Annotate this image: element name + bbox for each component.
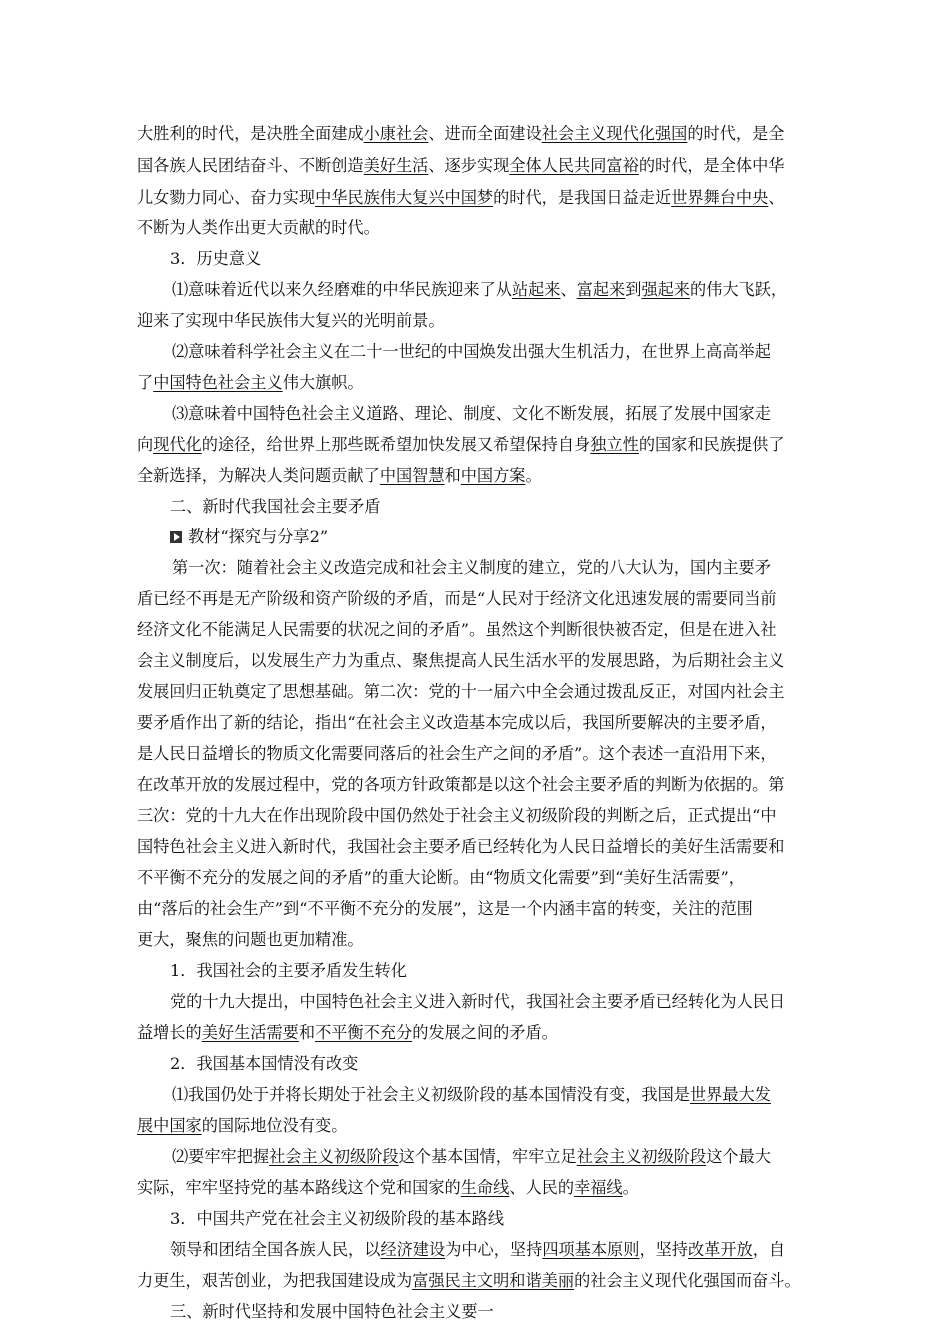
text-segment: 会主义制度后，以发展生产力为重点、聚焦提高人民生活水平的发展思路，为后期社会主义 — [137, 651, 785, 670]
text-line — [137, 124, 837, 144]
text-segment: 要矛盾作出了新的结论，指出“在社会主义改造基本完成以后，我国所要解决的主要矛盾， — [137, 713, 777, 732]
underlined-key-term: 富强民主文明和谐美丽 — [412, 1271, 575, 1290]
text-segment: 的伟大飞跃， — [690, 280, 788, 299]
underlined-key-term: 不平衡不充分 — [315, 1023, 413, 1042]
text-segment: 的发展之间的矛盾。 — [412, 1023, 558, 1042]
text-segment: 到 — [625, 280, 642, 299]
text-line — [137, 837, 837, 857]
text-segment: 不断为人类作出更大贡献的时代。 — [137, 218, 380, 237]
underlined-key-term: 幸福线 — [574, 1178, 623, 1197]
underlined-key-term: 社会主义现代化强国 — [541, 124, 688, 143]
text-segment: 的社会主义现代化强国而奋斗。 — [574, 1271, 801, 1290]
text-segment: ，自 — [752, 1240, 786, 1259]
text-segment: 的国家和民族提供了 — [638, 435, 785, 454]
play-box-icon — [170, 531, 182, 543]
subheading — [170, 249, 870, 269]
underlined-key-term: 美好生活 — [363, 156, 429, 175]
section-heading — [170, 497, 870, 517]
text-segment: 二、新时代我国社会主要矛盾 — [170, 497, 381, 516]
subheading — [170, 1054, 870, 1074]
text-segment: ⑵意味着科学社会主义在二十一世纪的中国焕发出强大生机活力，在世界上高高举起 — [172, 342, 771, 361]
text-segment: 3．历史意义 — [170, 249, 262, 268]
text-line — [137, 1116, 837, 1136]
text-line — [137, 713, 837, 733]
text-segment: 国各族人民团结奋斗、不断创造 — [137, 156, 364, 175]
text-line — [137, 589, 837, 609]
text-line — [137, 930, 837, 950]
underlined-key-term: 展中国家 — [137, 1116, 202, 1135]
section-heading — [170, 1302, 870, 1322]
text-segment: 盾已经不再是无产阶级和资产阶级的矛盾，而是“人民对于经济文化迅速发展的需要同当前 — [137, 589, 777, 608]
text-segment: 三次：党的十九大在作出现阶段中国仍然处于社会主义初级阶段的判断之后，正式提出“中 — [137, 806, 777, 825]
text-segment: 的途径，给世界上那些既希望加快发展又希望保持自身 — [201, 435, 591, 454]
text-segment: 全新选择，为解决人类问题贡献了 — [137, 466, 380, 485]
underlined-key-term: 站起来 — [511, 280, 561, 299]
underlined-key-term: 强起来 — [641, 280, 690, 299]
text-segment: 迎来了实现中华民族伟大复兴的光明前景。 — [137, 311, 445, 330]
text-segment: 、 — [768, 188, 785, 207]
underlined-key-term: 中国智慧 — [379, 466, 445, 485]
text-line — [137, 744, 837, 764]
underlined-key-term: 小康社会 — [363, 124, 429, 143]
text-line — [172, 280, 872, 300]
text-line — [137, 1023, 837, 1043]
text-line — [137, 806, 837, 826]
text-line — [137, 188, 837, 208]
text-segment: 伟大旗帜。 — [282, 373, 364, 392]
text-line — [137, 682, 837, 702]
text-segment: 第一次：随着社会主义改造完成和社会主义制度的建立，党的八大认为，国内主要矛 — [172, 558, 771, 577]
text-segment: 向 — [137, 435, 154, 454]
text-line — [137, 1271, 837, 1291]
text-line — [137, 373, 837, 393]
text-line — [137, 775, 837, 795]
text-segment: 、进而全面建设 — [428, 124, 542, 143]
underlined-key-term: 社会主义初级阶段 — [269, 1147, 399, 1166]
text-segment: 、人民的 — [509, 1178, 575, 1197]
text-line — [170, 1240, 870, 1260]
text-segment: 教材“探究与分享2” — [188, 527, 329, 546]
text-segment: 。 — [622, 1178, 639, 1197]
text-line — [172, 1085, 872, 1105]
underlined-key-term: 世界舞台中央 — [671, 188, 769, 207]
underlined-key-term: 独立性 — [590, 435, 639, 454]
underlined-key-term: 美好生活需要 — [201, 1023, 299, 1042]
text-segment: ⑵要牢牢把握 — [172, 1147, 270, 1166]
text-line — [137, 311, 837, 331]
text-line — [137, 620, 837, 640]
underlined-key-term: 生命线 — [460, 1178, 510, 1197]
text-segment: 3．中国共产党在社会主义初级阶段的基本路线 — [170, 1209, 505, 1228]
text-segment: 。 — [525, 466, 542, 485]
text-segment: 国特色社会主义进入新时代，我国社会主要矛盾已经转化为人民日益增长的美好生活需要和 — [137, 837, 785, 856]
subheading — [170, 961, 870, 981]
text-segment: 、逐步实现 — [428, 156, 510, 175]
underlined-key-term: 中华民族伟大复兴中国梦 — [315, 188, 494, 207]
text-line — [170, 992, 870, 1012]
text-line — [137, 1178, 837, 1198]
text-segment: 不平衡不充分的发展之间的矛盾”的重大论断。由“物质文化需要”到“美好生活需要”， — [137, 868, 745, 887]
text-line — [137, 868, 837, 888]
text-segment: 领导和团结全国各族人民，以 — [170, 1240, 381, 1259]
text-segment: 大胜利的时代，是决胜全面建成 — [137, 124, 364, 143]
text-segment: 、 — [560, 280, 577, 299]
underlined-key-term: 世界最大发 — [690, 1085, 771, 1104]
underlined-key-term: 社会主义初级阶段 — [576, 1147, 707, 1166]
text-segment: 的国际地位没有变。 — [201, 1116, 348, 1135]
text-segment: 了 — [137, 373, 154, 392]
text-segment: 2．我国基本国情没有改变 — [170, 1054, 359, 1073]
underlined-key-term: 全体人民共同富裕 — [509, 156, 639, 175]
underlined-key-term: 富起来 — [576, 280, 626, 299]
text-segment: 在改革开放的发展过程中，党的各项方针政策都是以这个社会主要矛盾的判断为依据的。第 — [137, 775, 785, 794]
underlined-key-term: 现代化 — [153, 435, 202, 454]
text-line — [172, 1147, 872, 1167]
text-segment: 为中心，坚持 — [445, 1240, 543, 1259]
text-segment: 这个最大 — [706, 1147, 771, 1166]
text-segment: 由“落后的社会生产”到“不平衡不充分的发展”，这是一个内涵丰富的转变，关注的范围 — [137, 899, 753, 918]
text-segment: 的时代，是全 — [687, 124, 785, 143]
text-line — [137, 466, 837, 486]
textbook-reference-label — [188, 527, 328, 546]
text-segment: 经济文化不能满足人民需要的状况之间的矛盾”。虽然这个判断很快被否定，但是在进入社 — [137, 620, 777, 639]
underlined-key-term: 改革开放 — [688, 1240, 753, 1259]
subheading — [170, 1209, 870, 1229]
text-line — [137, 156, 837, 176]
text-line — [172, 558, 872, 578]
text-segment: 发展回归正轨奠定了思想基础。第二次：党的十一届六中全会通过拨乱反正，对国内社会主 — [137, 682, 785, 701]
text-line — [172, 342, 872, 362]
text-line — [137, 435, 837, 455]
textbook-reference — [170, 527, 870, 547]
text-segment: 实际，牢牢坚持党的基本路线这个党和国家的 — [137, 1178, 461, 1197]
text-line — [137, 651, 837, 671]
underlined-key-term: 中国特色社会主义 — [153, 373, 283, 392]
text-segment: ⑶意味着中国特色社会主义道路、理论、制度、文化不断发展，拓展了发展中国家走 — [172, 404, 771, 423]
text-segment: 更大，聚焦的问题也更加精准。 — [137, 930, 364, 949]
text-segment: 益增长的 — [137, 1023, 202, 1042]
text-segment: 力更生，艰苦创业，为把我国建设成为 — [137, 1271, 413, 1290]
text-segment: 和 — [444, 466, 461, 485]
underlined-key-term: 四项基本原则 — [542, 1240, 640, 1259]
text-segment: 是人民日益增长的物质文化需要同落后的社会生产之间的矛盾”。这个表述一直沿用下来， — [137, 744, 777, 763]
text-segment: 和 — [298, 1023, 316, 1042]
underlined-key-term: 中国方案 — [460, 466, 526, 485]
text-segment: 党的十九大提出，中国特色社会主义进入新时代，我国社会主要矛盾已经转化为人民日 — [170, 992, 786, 1011]
text-segment: ，坚持 — [639, 1240, 688, 1259]
text-segment: 的时代，是全体中华 — [638, 156, 785, 175]
text-line — [172, 404, 872, 424]
text-segment: 的时代，是我国日益走近 — [493, 188, 672, 207]
text-segment: 1．我国社会的主要矛盾发生转化 — [170, 961, 407, 980]
text-segment: ⑴我国仍处于并将长期处于社会主义初级阶段的基本国情没有变，我国是 — [172, 1085, 690, 1104]
text-segment: ⑴意味着近代以来久经磨难的中华民族迎来了从 — [172, 280, 512, 299]
text-segment: 这个基本国情，牢牢立足 — [398, 1147, 577, 1166]
underlined-key-term: 经济建设 — [380, 1240, 446, 1259]
text-segment: 三、新时代坚持和发展中国特色社会主义要一 — [170, 1302, 494, 1321]
text-segment: 儿女勠力同心、奋力实现 — [137, 188, 316, 207]
text-line — [137, 218, 837, 238]
text-line — [137, 899, 837, 919]
